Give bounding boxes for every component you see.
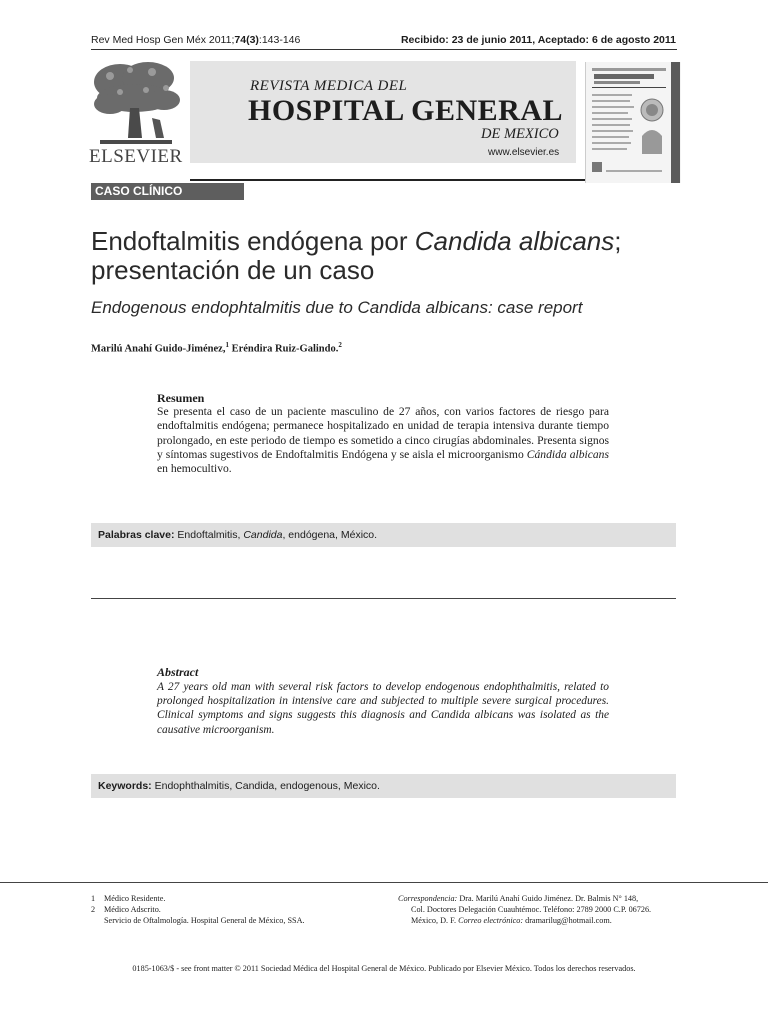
footnote-1: 1 Médico Residente.	[91, 894, 166, 903]
correspondence-line3: México, D. F. Correo electrónico: dramarilug@hotmail.com.	[411, 916, 612, 925]
header-rule	[91, 49, 677, 50]
abstract-heading: Abstract	[157, 665, 199, 679]
publisher-name: ELSEVIER	[89, 146, 183, 167]
section-label: CASO CLÍNICO	[91, 183, 244, 200]
journal-title-line3: DE MEXICO	[481, 126, 559, 142]
keywords-box: Keywords: Endophthalmitis, Candida, endogenous, Mexico.	[91, 774, 676, 798]
journal-cover-thumbnail	[585, 62, 681, 183]
copyright-notice: 0185-1063/$ - see front matter © 2011 Sociedad Médica del Hospital General de México. Publicado por Elsevier México. Todos los derechos reservados.	[132, 964, 636, 973]
section-divider	[91, 598, 676, 599]
correspondence-line1: Correspondencia: Dra. Marilú Anahí Guido Jiménez. Dr. Balmis N° 148,	[398, 894, 639, 903]
received-accepted-dates: Recibido: 23 de junio 2011, Aceptado: 6 de agosto 2011	[400, 34, 676, 46]
resumen-heading: Resumen	[157, 391, 205, 405]
abstract-body: A 27 years old man with several risk factors to develop endogenous endophthalmitis, related to prolonged hospitalization in intensive care and subjected to multiple severe surgical procedures. Clinical symptoms and signs suggests this diagnosis and Candida albicans was isolated as the causative microorganism.	[157, 681, 609, 736]
palabras-clave-box: Palabras clave: Endoftalmitis, Candida, endógena, México.	[91, 523, 676, 547]
footer-rule	[0, 882, 768, 883]
journal-title-line1: REVISTA MEDICA DEL	[250, 78, 408, 94]
footnote-affiliation: Servicio de Oftalmología. Hospital General de México, SSA.	[104, 916, 305, 925]
authors: Marilú Anahí Guido-Jiménez,$^1$ Eréndira Ruiz-Galindo.$^2$	[91, 341, 342, 355]
email-link[interactable]: dramarilug@hotmail.com.	[523, 916, 612, 925]
journal-title-line2: HOSPITAL GENERAL	[248, 94, 564, 127]
cover-spine	[671, 62, 680, 183]
resumen-body: Se presenta el caso de un paciente masculino de 27 años, con varios factores de riesgo para endoftalmitis endógena; permanece hospitalizado en unidad de terapia intensiva durante tiempo prolongado, en este periodo de tiempo es sometido a cinco cirugías abdominales. Presenta signos y síntomas sugestivos de Endoftalmitis Endógena y se aisla el microorganismo Cándida albicans en hemocultivo.	[157, 405, 609, 476]
correspondence-line2: Col. Doctores Delegación Cuauhtémoc. Teléfono: 2789 2000 C.P. 06726.	[411, 905, 652, 914]
citation: Rev Med Hosp Gen Méx 2011;74(3):143-146	[91, 34, 301, 46]
journal-url[interactable]: www.elsevier.es	[488, 147, 560, 158]
article-subtitle-english: Endogenous endophtalmitis due to Candida albicans: case report	[91, 298, 583, 317]
article-title: Endoftalmitis endógena por Candida albicans; presentación de un caso	[91, 226, 622, 285]
footnote-2: 2 Médico Adscrito.	[91, 905, 161, 914]
